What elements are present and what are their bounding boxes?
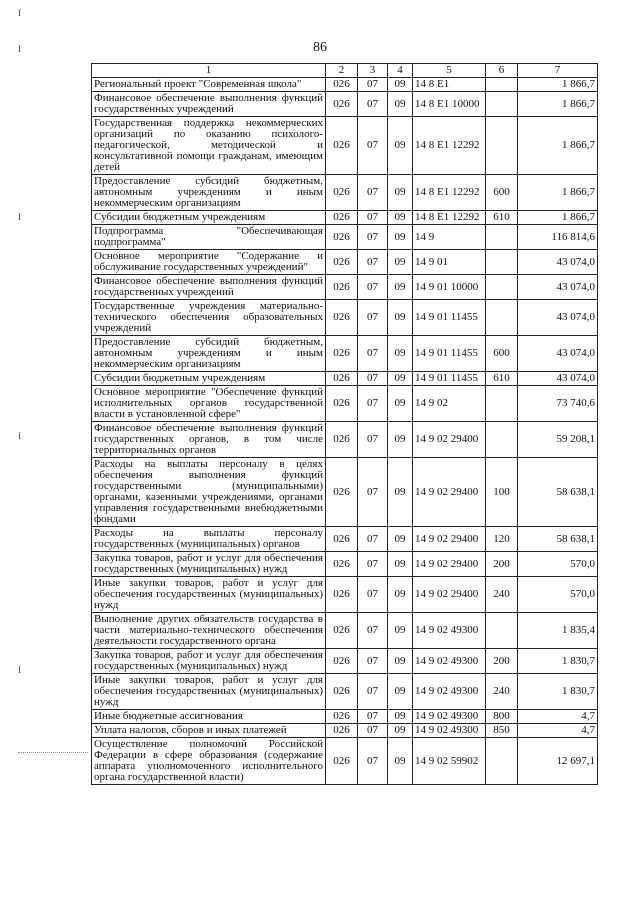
table-row <box>92 117 598 175</box>
subsection-code-cell: 09 <box>388 92 413 117</box>
subsection-code-cell: 09 <box>388 300 413 336</box>
expense-type-cell: 120 <box>486 527 518 552</box>
admin-code-cell: 026 <box>326 275 358 300</box>
row-name-cell: Предоставление субсидий бюджетным, автономным учреждениям и иным некоммерческим организациям <box>92 175 326 211</box>
subsection-code-cell: 09 <box>388 577 413 613</box>
row-name-cell: Субсидии бюджетным учреждениям <box>92 372 326 386</box>
amount-cell: 73 740,6 <box>518 386 598 422</box>
table-row <box>92 336 598 372</box>
expense-type-cell: 100 <box>486 458 518 527</box>
table-row <box>92 250 598 275</box>
section-code-cell: 07 <box>358 211 388 225</box>
amount-cell: 12 697,1 <box>518 738 598 785</box>
column-header: 7 <box>518 64 598 78</box>
table-row <box>92 275 598 300</box>
admin-code-cell: 026 <box>326 724 358 738</box>
table-row <box>92 386 598 422</box>
margin-mark: I <box>18 431 21 441</box>
amount-cell: 58 638,1 <box>518 458 598 527</box>
target-article-cell: 14 9 02 49300 <box>413 710 486 724</box>
table-row <box>92 613 598 649</box>
table-row <box>92 422 598 458</box>
subsection-code-cell: 09 <box>388 250 413 275</box>
expense-type-cell: 200 <box>486 552 518 577</box>
amount-cell: 43 074,0 <box>518 275 598 300</box>
budget-table <box>91 63 598 785</box>
margin-mark: I <box>18 212 21 222</box>
section-code-cell: 07 <box>358 458 388 527</box>
row-name-cell: Иные бюджетные ассигнования <box>92 710 326 724</box>
expense-type-cell <box>486 117 518 175</box>
target-article-cell: 14 8 E1 12292 <box>413 175 486 211</box>
table-row <box>92 674 598 710</box>
target-article-cell: 14 9 <box>413 225 486 250</box>
row-name-cell: Государственная поддержка некоммерческих организаций по оказанию психолого-педагогической, методической и консультативной помощи гражданам, имеющим детей <box>92 117 326 175</box>
subsection-code-cell: 09 <box>388 175 413 211</box>
column-header: 4 <box>388 64 413 78</box>
target-article-cell: 14 9 02 59902 <box>413 738 486 785</box>
target-article-cell: 14 9 02 29400 <box>413 577 486 613</box>
expense-type-cell <box>486 225 518 250</box>
expense-type-cell <box>486 250 518 275</box>
table-row <box>92 300 598 336</box>
section-code-cell: 07 <box>358 225 388 250</box>
subsection-code-cell: 09 <box>388 674 413 710</box>
subsection-code-cell: 09 <box>388 372 413 386</box>
row-name-cell: Субсидии бюджетным учреждениям <box>92 211 326 225</box>
subsection-code-cell: 09 <box>388 336 413 372</box>
subsection-code-cell: 09 <box>388 724 413 738</box>
section-code-cell: 07 <box>358 724 388 738</box>
table-row <box>92 724 598 738</box>
target-article-cell: 14 9 02 49300 <box>413 674 486 710</box>
admin-code-cell: 026 <box>326 250 358 275</box>
amount-cell: 4,7 <box>518 724 598 738</box>
table-row <box>92 92 598 117</box>
amount-cell: 1 866,7 <box>518 211 598 225</box>
amount-cell: 43 074,0 <box>518 336 598 372</box>
subsection-code-cell: 09 <box>388 710 413 724</box>
expense-type-cell <box>486 92 518 117</box>
admin-code-cell: 026 <box>326 552 358 577</box>
section-code-cell: 07 <box>358 710 388 724</box>
expense-type-cell: 610 <box>486 211 518 225</box>
section-code-cell: 07 <box>358 738 388 785</box>
row-name-cell: Выполнение других обязательств государства в части материально-технического обеспечения деятельности государственного органа <box>92 613 326 649</box>
expense-type-cell: 600 <box>486 175 518 211</box>
admin-code-cell: 026 <box>326 117 358 175</box>
amount-cell: 43 074,0 <box>518 250 598 275</box>
admin-code-cell: 026 <box>326 738 358 785</box>
row-name-cell: Иные закупки товаров, работ и услуг для обеспечения государственных (муниципальных) нужд <box>92 577 326 613</box>
row-name-cell: Финансовое обеспечение выполнения функций государственных органов, в том числе территориальных органов <box>92 422 326 458</box>
amount-cell: 59 208,1 <box>518 422 598 458</box>
section-code-cell: 07 <box>358 336 388 372</box>
target-article-cell: 14 9 01 11455 <box>413 372 486 386</box>
expense-type-cell: 600 <box>486 336 518 372</box>
expense-type-cell: 850 <box>486 724 518 738</box>
admin-code-cell: 026 <box>326 577 358 613</box>
expense-type-cell <box>486 78 518 92</box>
margin-mark: I <box>18 8 21 18</box>
row-name-cell: Предоставление субсидий бюджетным, автономным учреждениям и иным некоммерческим организациям <box>92 336 326 372</box>
target-article-cell: 14 9 02 29400 <box>413 458 486 527</box>
target-article-cell: 14 8 E1 10000 <box>413 92 486 117</box>
expense-type-cell <box>486 386 518 422</box>
section-code-cell: 07 <box>358 527 388 552</box>
table-row <box>92 211 598 225</box>
target-article-cell: 14 9 01 11455 <box>413 336 486 372</box>
target-article-cell: 14 9 01 11455 <box>413 300 486 336</box>
section-code-cell: 07 <box>358 250 388 275</box>
amount-cell: 4,7 <box>518 710 598 724</box>
table-body <box>92 78 598 785</box>
target-article-cell: 14 8 E1 <box>413 78 486 92</box>
table-row <box>92 577 598 613</box>
expense-type-cell <box>486 613 518 649</box>
table-row <box>92 710 598 724</box>
subsection-code-cell: 09 <box>388 527 413 552</box>
target-article-cell: 14 8 E1 12292 <box>413 117 486 175</box>
section-code-cell: 07 <box>358 117 388 175</box>
admin-code-cell: 026 <box>326 458 358 527</box>
section-code-cell: 07 <box>358 674 388 710</box>
expense-type-cell <box>486 738 518 785</box>
amount-cell: 1 830,7 <box>518 649 598 674</box>
admin-code-cell: 026 <box>326 225 358 250</box>
margin-mark: I <box>18 665 21 675</box>
subsection-code-cell: 09 <box>388 422 413 458</box>
subsection-code-cell: 09 <box>388 275 413 300</box>
expense-type-cell: 610 <box>486 372 518 386</box>
column-header: 5 <box>413 64 486 78</box>
admin-code-cell: 026 <box>326 527 358 552</box>
section-code-cell: 07 <box>358 386 388 422</box>
row-name-cell: Расходы на выплаты персоналу в целях обеспечения выполнения функций государственными (муниципальными) органами, казенными учреждениями, органами управления государственными внебюджетными фондами <box>92 458 326 527</box>
admin-code-cell: 026 <box>326 372 358 386</box>
column-header: 2 <box>326 64 358 78</box>
expense-type-cell: 240 <box>486 674 518 710</box>
subsection-code-cell: 09 <box>388 738 413 785</box>
expense-type-cell: 200 <box>486 649 518 674</box>
row-name-cell: Основное мероприятие "Обеспечение функций исполнительных органов государственной власти в установленной сфере" <box>92 386 326 422</box>
target-article-cell: 14 9 01 10000 <box>413 275 486 300</box>
row-name-cell: Финансовое обеспечение выполнения функций государственных учреждений <box>92 92 326 117</box>
amount-cell: 1 866,7 <box>518 78 598 92</box>
subsection-code-cell: 09 <box>388 649 413 674</box>
admin-code-cell: 026 <box>326 649 358 674</box>
target-article-cell: 14 9 02 <box>413 386 486 422</box>
subsection-code-cell: 09 <box>388 225 413 250</box>
subsection-code-cell: 09 <box>388 78 413 92</box>
amount-cell: 1 866,7 <box>518 92 598 117</box>
target-article-cell: 14 9 02 29400 <box>413 422 486 458</box>
subsection-code-cell: 09 <box>388 117 413 175</box>
subsection-code-cell: 09 <box>388 458 413 527</box>
row-name-cell: Основное мероприятие "Содержание и обслуживание государственных учреждений" <box>92 250 326 275</box>
amount-cell: 1 835,4 <box>518 613 598 649</box>
section-code-cell: 07 <box>358 613 388 649</box>
table-row <box>92 738 598 785</box>
subsection-code-cell: 09 <box>388 613 413 649</box>
section-code-cell: 07 <box>358 92 388 117</box>
table-row <box>92 649 598 674</box>
section-code-cell: 07 <box>358 577 388 613</box>
row-name-cell: Региональный проект "Современная школа" <box>92 78 326 92</box>
section-code-cell: 07 <box>358 275 388 300</box>
admin-code-cell: 026 <box>326 422 358 458</box>
column-header: 1 <box>92 64 326 78</box>
amount-cell: 1 830,7 <box>518 674 598 710</box>
expense-type-cell <box>486 422 518 458</box>
amount-cell: 43 074,0 <box>518 372 598 386</box>
table-row <box>92 175 598 211</box>
column-header: 3 <box>358 64 388 78</box>
section-code-cell: 07 <box>358 422 388 458</box>
row-name-cell: Финансовое обеспечение выполнения функций государственных учреждений <box>92 275 326 300</box>
admin-code-cell: 026 <box>326 211 358 225</box>
amount-cell: 43 074,0 <box>518 300 598 336</box>
target-article-cell: 14 9 02 49300 <box>413 613 486 649</box>
admin-code-cell: 026 <box>326 674 358 710</box>
page-number: 86 <box>313 40 327 55</box>
row-name-cell: Государственные учреждения материально-технического обеспечения образовательных учреждений <box>92 300 326 336</box>
admin-code-cell: 026 <box>326 175 358 211</box>
target-article-cell: 14 9 02 49300 <box>413 649 486 674</box>
amount-cell: 1 866,7 <box>518 175 598 211</box>
row-name-cell: Закупка товаров, работ и услуг для обеспечения государственных (муниципальных) нужд <box>92 552 326 577</box>
expense-type-cell <box>486 275 518 300</box>
column-header-row <box>92 64 598 78</box>
subsection-code-cell: 09 <box>388 211 413 225</box>
amount-cell: 570,0 <box>518 577 598 613</box>
expense-type-cell <box>486 300 518 336</box>
admin-code-cell: 026 <box>326 613 358 649</box>
section-code-cell: 07 <box>358 649 388 674</box>
amount-cell: 116 814,6 <box>518 225 598 250</box>
section-code-cell: 07 <box>358 300 388 336</box>
target-article-cell: 14 9 02 49300 <box>413 724 486 738</box>
expense-type-cell: 240 <box>486 577 518 613</box>
section-code-cell: 07 <box>358 175 388 211</box>
admin-code-cell: 026 <box>326 92 358 117</box>
table-row <box>92 78 598 92</box>
table-row <box>92 372 598 386</box>
table-row <box>92 552 598 577</box>
margin-mark: I <box>18 44 21 54</box>
target-article-cell: 14 9 02 29400 <box>413 527 486 552</box>
table-row <box>92 458 598 527</box>
admin-code-cell: 026 <box>326 78 358 92</box>
section-code-cell: 07 <box>358 78 388 92</box>
column-header: 6 <box>486 64 518 78</box>
row-name-cell: Расходы на выплаты персоналу государственных (муниципальных) органов <box>92 527 326 552</box>
subsection-code-cell: 09 <box>388 386 413 422</box>
admin-code-cell: 026 <box>326 710 358 724</box>
table-row <box>92 527 598 552</box>
admin-code-cell: 026 <box>326 300 358 336</box>
amount-cell: 570,0 <box>518 552 598 577</box>
amount-cell: 1 866,7 <box>518 117 598 175</box>
target-article-cell: 14 9 02 29400 <box>413 552 486 577</box>
subsection-code-cell: 09 <box>388 552 413 577</box>
row-name-cell: Подпрограмма "Обеспечивающая подпрограмма" <box>92 225 326 250</box>
target-article-cell: 14 8 E1 12292 <box>413 211 486 225</box>
margin-dotted-rule <box>18 752 88 753</box>
row-name-cell: Осуществление полномочий Российской Федерации в сфере образования (содержание аппарата уполномоченного исполнительного органа государственной власти) <box>92 738 326 785</box>
target-article-cell: 14 9 01 <box>413 250 486 275</box>
row-name-cell: Закупка товаров, работ и услуг для обеспечения государственных (муниципальных) нужд <box>92 649 326 674</box>
admin-code-cell: 026 <box>326 336 358 372</box>
row-name-cell: Иные закупки товаров, работ и услуг для обеспечения государственных (муниципальных) нужд <box>92 674 326 710</box>
amount-cell: 58 638,1 <box>518 527 598 552</box>
table-row <box>92 225 598 250</box>
section-code-cell: 07 <box>358 552 388 577</box>
section-code-cell: 07 <box>358 372 388 386</box>
expense-type-cell: 800 <box>486 710 518 724</box>
row-name-cell: Уплата налогов, сборов и иных платежей <box>92 724 326 738</box>
admin-code-cell: 026 <box>326 386 358 422</box>
